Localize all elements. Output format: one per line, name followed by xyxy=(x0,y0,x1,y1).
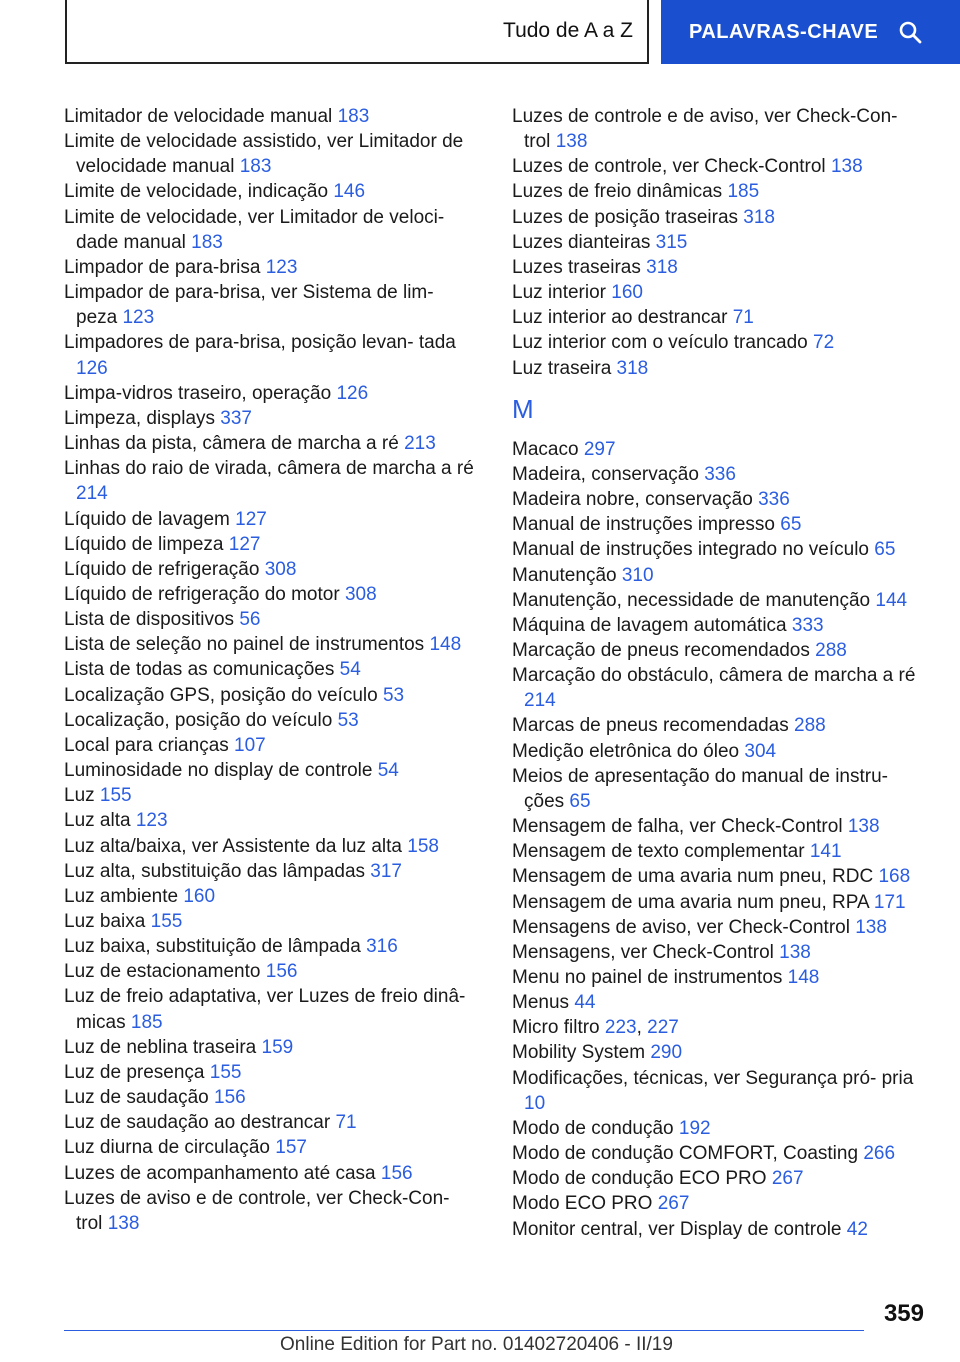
index-entry xyxy=(512,1015,922,1040)
page-link[interactable]: 54 xyxy=(377,760,399,782)
page-link[interactable]: 127 xyxy=(235,508,267,530)
page-link[interactable]: 127 xyxy=(228,533,261,555)
page-link[interactable]: 214 xyxy=(76,483,108,505)
index-entry-term: Localização, posição do veículo xyxy=(64,709,338,731)
index-entry-term: Limpador de para-brisa, ver Sistema de lim- peza xyxy=(64,282,434,329)
page-link[interactable]: 138 xyxy=(555,131,588,153)
page-link[interactable]: 183 xyxy=(337,106,370,127)
index-entry-term: Luzes de controle e de aviso, ver Check-Con- trol xyxy=(512,106,898,153)
index-entry xyxy=(512,230,922,255)
page-link[interactable]: 160 xyxy=(183,885,216,907)
index-entry xyxy=(64,683,474,708)
index-entry xyxy=(512,990,922,1015)
index-entry-term: Marcação de pneus recomendados xyxy=(512,639,816,661)
page-link[interactable]: 138 xyxy=(830,156,863,178)
page-link[interactable]: 71 xyxy=(732,307,754,329)
page-link[interactable]: 223 xyxy=(604,1017,637,1039)
index-entry xyxy=(512,330,922,355)
index-entry xyxy=(512,356,922,381)
page-link[interactable]: 107 xyxy=(234,734,266,756)
index-entry xyxy=(512,280,922,305)
index-entry-term: Luz alta, substituição das lâmpadas xyxy=(64,860,371,882)
page-link[interactable]: 333 xyxy=(791,614,824,636)
index-entry-term: Luz de estacionamento xyxy=(64,961,266,983)
index-entry xyxy=(64,859,474,884)
index-entry xyxy=(512,613,922,638)
index-entry xyxy=(512,839,922,864)
index-entry-term: Luz alta xyxy=(64,810,136,832)
index-entry xyxy=(512,1040,922,1065)
page-link[interactable]: 337 xyxy=(220,407,252,429)
footer-divider xyxy=(64,1330,864,1331)
index-entry-term: Menu no painel de instrumentos xyxy=(512,967,788,988)
index-entry-term: Micro filtro xyxy=(512,1017,605,1039)
page-link[interactable]: 123 xyxy=(135,810,168,832)
index-entry-term: Mensagens de aviso, ver Check-Control xyxy=(512,916,856,938)
index-entry xyxy=(64,1085,474,1110)
index-entry xyxy=(512,255,922,280)
page-link[interactable]: 65 xyxy=(874,539,896,561)
tab-keywords[interactable] xyxy=(661,0,960,64)
page-link[interactable]: 183 xyxy=(239,156,272,178)
page-link[interactable]: 53 xyxy=(337,709,359,731)
index-entry xyxy=(64,1135,474,1160)
index-entry-term: Localização GPS, posição do veículo xyxy=(64,684,383,706)
index-entry-term: Lista de seleção no painel de instrumentos xyxy=(64,634,430,656)
index-entry xyxy=(64,1110,474,1135)
page-link[interactable]: 288 xyxy=(794,715,826,737)
index-entry-term: Líquido de limpeza xyxy=(64,533,229,555)
index-entry-term: Luzes traseiras xyxy=(512,256,647,278)
page-link[interactable]: 185 xyxy=(727,181,760,203)
page-link[interactable]: 308 xyxy=(344,583,377,605)
page-link[interactable]: 42 xyxy=(846,1218,868,1240)
tab-a-to-z-label: Tudo de A a Z xyxy=(503,19,633,42)
index-entry-term: Luz baixa xyxy=(64,911,151,932)
index-entry xyxy=(512,154,922,179)
index-entry-term: Lista de dispositivos xyxy=(64,609,240,631)
index-entry xyxy=(64,1186,474,1236)
index-entry-term: Luzes de posição traseiras xyxy=(512,206,744,228)
index-entry xyxy=(512,437,922,462)
index-entry xyxy=(512,965,922,990)
index-entry-term: Mobility System xyxy=(512,1042,651,1064)
index-entry xyxy=(64,255,474,280)
page-link[interactable]: 288 xyxy=(815,639,847,661)
index-entry-term: Madeira nobre, conservação xyxy=(512,489,759,511)
index-entry xyxy=(512,739,922,764)
tab-keywords-label: PALAVRAS-CHAVE xyxy=(689,20,879,43)
page-link[interactable]: 155 xyxy=(99,785,132,807)
index-entry-term: Luz de saudação ao destrancar xyxy=(64,1112,336,1134)
index-entry-term: Luz de saudação xyxy=(64,1087,215,1109)
page-link[interactable]: 10 xyxy=(524,1092,546,1114)
index-entry-term: Limite de velocidade assistido, ver Limitador de velocidade manual xyxy=(64,131,464,178)
page-link[interactable]: 267 xyxy=(657,1193,690,1215)
index-entry-term: Mensagem de falha, ver Check-Control xyxy=(512,816,848,838)
index-entry-term: Modo ECO PRO xyxy=(512,1193,658,1215)
index-entry-term: Medição eletrônica do óleo xyxy=(512,740,745,762)
page-link[interactable]: 185 xyxy=(130,1011,163,1033)
page-separator: , xyxy=(636,1017,648,1039)
index-entry xyxy=(64,381,474,406)
index-entry-term: Mensagem de uma avaria num pneu, RDC xyxy=(512,866,879,888)
index-entry-term: Manutenção, necessidade de manutenção xyxy=(512,589,876,611)
index-entry xyxy=(64,607,474,632)
index-entry-term: Luzes de aviso e de controle, ver Check-Con- trol xyxy=(64,1187,450,1234)
index-entry xyxy=(64,129,474,179)
page-number: 359 xyxy=(883,1300,924,1327)
page-link[interactable]: 304 xyxy=(744,740,777,762)
index-entry xyxy=(512,205,922,230)
index-column-right xyxy=(512,104,922,1242)
page-link[interactable]: 126 xyxy=(336,382,369,404)
page-link[interactable]: 123 xyxy=(265,256,298,278)
index-entry-term: Luz de presença xyxy=(64,1061,210,1083)
page-link[interactable]: 266 xyxy=(863,1143,896,1165)
index-entry-term: Modo de condução COMFORT, Coasting xyxy=(512,1143,864,1165)
index-entry xyxy=(512,915,922,940)
page-link[interactable]: 44 xyxy=(574,992,596,1014)
index-entry xyxy=(512,1191,922,1216)
search-icon xyxy=(898,20,922,44)
index-entry-term: Luz baixa, substituição de lâmpada xyxy=(64,936,367,958)
index-entry-term: Luz interior com o veículo trancado xyxy=(512,332,813,354)
index-entry xyxy=(512,713,922,738)
page-link[interactable]: 318 xyxy=(743,206,775,228)
index-entry-term: Luzes dianteiras xyxy=(512,231,656,253)
page-link[interactable]: 138 xyxy=(855,916,887,938)
index-entry-term: Lista de todas as comunicações xyxy=(64,659,340,681)
index-entry-term: Manual de instruções integrado no veículo xyxy=(512,539,875,561)
index-entry-term: Luzes de controle, ver Check-Control xyxy=(512,156,831,178)
index-entry xyxy=(512,462,922,487)
index-entry xyxy=(64,456,474,506)
index-entry xyxy=(512,512,922,537)
page-link[interactable]: 183 xyxy=(191,231,223,253)
page-link[interactable]: 227 xyxy=(647,1017,679,1039)
index-entry-term: Linhas da pista, câmera de marcha a ré xyxy=(64,433,405,455)
index-entry xyxy=(64,783,474,808)
index-entry xyxy=(64,959,474,984)
page-link[interactable]: 148 xyxy=(429,634,462,656)
page-link[interactable]: 318 xyxy=(646,256,678,278)
index-group-m xyxy=(512,437,922,1242)
index-entry xyxy=(512,179,922,204)
page-link[interactable]: 56 xyxy=(239,609,261,631)
index-entry xyxy=(512,1066,922,1116)
index-entry-term: Limpador de para-brisa xyxy=(64,256,266,278)
index-entry xyxy=(64,582,474,607)
index-entry xyxy=(64,532,474,557)
index-entry xyxy=(512,305,922,330)
index-entry xyxy=(64,1161,474,1186)
page-link[interactable]: 156 xyxy=(214,1087,246,1109)
tab-a-to-z[interactable] xyxy=(65,0,649,64)
page-link[interactable]: 53 xyxy=(382,684,405,706)
index-entry-term: Luz interior xyxy=(512,282,612,304)
index-entry-term: Limite de velocidade, ver Limitador de veloci- dade manual xyxy=(64,206,445,253)
page-link[interactable]: 123 xyxy=(122,307,155,329)
page-link[interactable]: 138 xyxy=(779,941,811,963)
index-entry-term: Macaco xyxy=(512,438,584,460)
index-entry-term: Mensagem de texto complementar xyxy=(512,841,810,863)
index-entry xyxy=(64,657,474,682)
page-link[interactable]: 192 xyxy=(678,1117,711,1139)
index-entry-term: Limite de velocidade, indicação xyxy=(64,181,334,203)
index-entry-term: Marcação do obstáculo, câmera de marcha a ré xyxy=(512,665,916,687)
page-link[interactable]: 156 xyxy=(265,961,298,983)
page-link[interactable]: 54 xyxy=(339,659,361,681)
index-entry xyxy=(512,764,922,814)
index-entry-term: Líquido de refrigeração do motor xyxy=(64,583,345,605)
index-entry-term: Limpa-vidros traseiro, operação xyxy=(64,382,337,404)
index-entry-term: Marcas de pneus recomendadas xyxy=(512,715,794,737)
index-entry xyxy=(512,890,922,915)
page-link[interactable]: 155 xyxy=(209,1061,242,1083)
index-entry xyxy=(64,1035,474,1060)
page-link[interactable]: 171 xyxy=(873,891,906,913)
page-link[interactable]: 141 xyxy=(809,841,842,863)
index-entry xyxy=(512,104,922,154)
index-entry-term: Manutenção xyxy=(512,564,622,586)
page-link[interactable]: 71 xyxy=(335,1112,357,1134)
index-entry xyxy=(64,280,474,330)
index-entry xyxy=(512,563,922,588)
index-entry xyxy=(64,934,474,959)
index-entry-term: Mensagem de uma avaria num pneu, RPA xyxy=(512,891,874,913)
page-link[interactable]: 158 xyxy=(407,835,439,857)
index-entry-term: Líquido de refrigeração xyxy=(64,558,265,580)
index-entry xyxy=(512,1141,922,1166)
index-entry-term: Modificações, técnicas, ver Segurança pró- pria xyxy=(512,1067,914,1089)
index-entry xyxy=(64,733,474,758)
footer-edition: Online Edition for Part no. 01402720406 - II/19 xyxy=(280,1334,673,1355)
index-entry xyxy=(64,431,474,456)
index-entry xyxy=(64,834,474,859)
page-link[interactable]: 72 xyxy=(813,332,835,354)
page-link[interactable]: 65 xyxy=(569,790,591,812)
page-link[interactable]: 160 xyxy=(611,282,643,304)
index-entry-term: Luz xyxy=(64,785,100,807)
index-entry xyxy=(64,205,474,255)
page-link[interactable]: 126 xyxy=(76,357,108,379)
page-link[interactable]: 290 xyxy=(650,1042,683,1064)
index-entry xyxy=(512,1166,922,1191)
page-link[interactable]: 159 xyxy=(261,1036,294,1058)
index-entry xyxy=(64,758,474,783)
index-entry xyxy=(64,632,474,657)
page-link[interactable]: 310 xyxy=(621,564,654,586)
index-entry xyxy=(512,814,922,839)
page-link[interactable]: 317 xyxy=(370,860,402,882)
index-entry-term: Modo de condução xyxy=(512,1117,679,1139)
index-entry-term: Luzes de acompanhamento até casa xyxy=(64,1162,381,1184)
index-entry-term: Luz traseira xyxy=(512,357,617,379)
index-entry xyxy=(64,708,474,733)
index-entry xyxy=(64,984,474,1034)
index-entry-term: Monitor central, ver Display de controle xyxy=(512,1218,847,1240)
index-entry-term: Manual de instruções impresso xyxy=(512,514,781,536)
page-link[interactable]: 148 xyxy=(787,967,820,988)
index-entry-term: Luz interior ao destrancar xyxy=(512,307,733,329)
page-link[interactable]: 144 xyxy=(875,589,908,611)
index-column-left xyxy=(64,104,474,1236)
page-link[interactable]: 297 xyxy=(583,438,616,460)
index-entry-term: Luz alta/baixa, ver Assistente da luz alta xyxy=(64,835,408,857)
index-entry xyxy=(64,808,474,833)
index-entry xyxy=(512,638,922,663)
page-link[interactable]: 318 xyxy=(616,357,649,379)
index-entry xyxy=(64,104,474,129)
section-letter-m: M xyxy=(512,393,534,424)
index-entry xyxy=(512,537,922,562)
index-entry xyxy=(512,1116,922,1141)
page-link[interactable]: 157 xyxy=(275,1137,307,1159)
page-link[interactable]: 65 xyxy=(780,514,802,536)
index-entry-term: Luz diurna de circulação xyxy=(64,1137,276,1159)
index-entry-term: Menus xyxy=(512,992,575,1014)
index-entry-term: Líquido de lavagem xyxy=(64,508,236,530)
index-entry xyxy=(64,507,474,532)
index-entry xyxy=(512,487,922,512)
index-entry-term: Local para crianças xyxy=(64,734,235,756)
page-link[interactable]: 336 xyxy=(758,489,790,511)
page-link[interactable]: 138 xyxy=(847,816,880,838)
index-entry xyxy=(64,330,474,380)
page-link[interactable]: 336 xyxy=(704,463,736,485)
page-link[interactable]: 155 xyxy=(150,911,183,932)
index-entry xyxy=(64,557,474,582)
index-entry xyxy=(64,884,474,909)
index-entry-term: Meios de apresentação do manual de instru- ções xyxy=(512,765,889,812)
index-entry-term: Limpadores de para-brisa, posição levan- tada xyxy=(64,332,456,354)
index-entry-term: Madeira, conservação xyxy=(512,463,705,485)
index-entry xyxy=(64,1060,474,1085)
index-entry-term: Linhas do raio de virada, câmera de marcha a ré xyxy=(64,458,474,480)
index-entry xyxy=(64,179,474,204)
page-link[interactable]: 316 xyxy=(366,936,398,958)
page-link[interactable]: 267 xyxy=(771,1168,804,1190)
index-entry xyxy=(64,909,474,934)
page-link[interactable]: 315 xyxy=(655,231,688,253)
index-entry xyxy=(512,1217,922,1242)
index-entry-term: Modo de condução ECO PRO xyxy=(512,1168,772,1190)
index-entry xyxy=(512,588,922,613)
index-entry-term: Máquina de lavagem automática xyxy=(512,614,792,636)
index-entry-term: Luzes de freio dinâmicas xyxy=(512,181,728,203)
index-group-l-continued xyxy=(512,104,922,381)
index-entry-term: Limitador de velocidade manual xyxy=(64,106,338,127)
index-entry xyxy=(512,864,922,889)
page-link[interactable]: 213 xyxy=(404,433,436,455)
page-link[interactable]: 156 xyxy=(380,1162,413,1184)
index-entry-term: Luz de freio adaptativa, ver Luzes de freio dinâ- micas xyxy=(64,986,466,1033)
index-entry-term: Luz ambiente xyxy=(64,885,184,907)
page-link[interactable]: 168 xyxy=(878,866,911,888)
index-entry-term: Mensagens, ver Check-Control xyxy=(512,941,780,963)
index-entry-term: Limpeza, displays xyxy=(64,407,221,429)
page-link[interactable]: 214 xyxy=(524,690,556,712)
index-entry xyxy=(512,940,922,965)
index-entry xyxy=(64,406,474,431)
page-link[interactable]: 308 xyxy=(264,558,297,580)
page-link[interactable]: 146 xyxy=(333,181,366,203)
index-entry-term: Luminosidade no display de controle xyxy=(64,760,378,782)
index-entry xyxy=(512,663,922,713)
page-link[interactable]: 138 xyxy=(107,1212,140,1234)
index-entry-term: Luz de neblina traseira xyxy=(64,1036,262,1058)
